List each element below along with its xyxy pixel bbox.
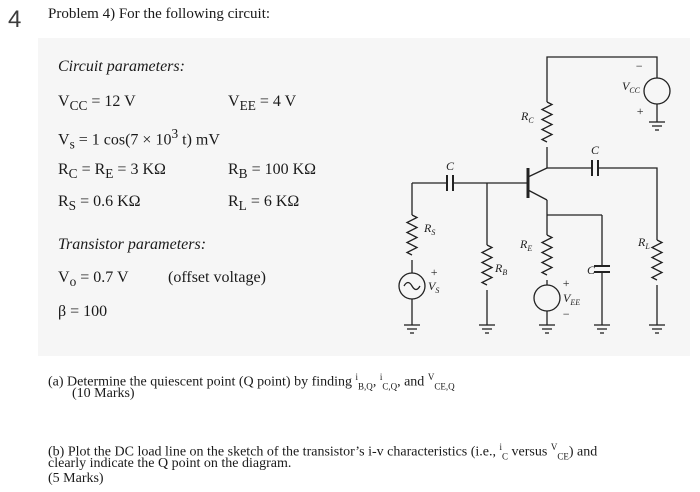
circuit-diagram	[380, 40, 686, 340]
rb-label: $R_B$	[495, 261, 508, 277]
vee-minus: −	[562, 307, 571, 321]
part-b-text-2: clearly indicate the Q point on the diagram.	[48, 456, 292, 471]
circuit-params-heading: Circuit parameters:	[58, 58, 185, 75]
vs-sine-icon	[404, 283, 420, 290]
vcc-label: $V_{CC}$	[622, 79, 641, 95]
rb-param: $R_B = 100$ KΩ	[228, 161, 317, 182]
rc-resistor	[542, 102, 552, 142]
rl-param: $R_L = 6$ KΩ	[228, 193, 300, 214]
vs-label: $V_S$	[428, 279, 440, 295]
vee-label: $V_{EE}$	[563, 291, 581, 307]
vs-plus: +	[430, 265, 439, 279]
vee-source	[534, 285, 560, 311]
rl-resistor	[652, 240, 662, 280]
ce-label: C	[587, 263, 596, 277]
vo-param: $V_o = 0.7$ V	[58, 269, 129, 290]
vcc-param: $V_{CC} = 12$ V	[58, 93, 136, 114]
transistor-params-heading: Transistor parameters:	[58, 236, 207, 253]
bjt-emitter	[528, 190, 547, 200]
rs-label: $R_S$	[424, 221, 436, 237]
vs-param: $V_s = 1$ $\cos(7 \times 10^3$ t) mV	[58, 126, 220, 152]
rs-param: $R_S = 0.6$ KΩ	[58, 193, 141, 214]
part-a-marks: (10 Marks)	[72, 386, 135, 401]
vo-note: (offset voltage)	[168, 269, 266, 286]
vcc-minus: −	[635, 59, 644, 73]
rb-resistor	[482, 245, 492, 285]
vee-param: $V_{EE} = 4$ V	[228, 93, 297, 114]
cin-label: C	[446, 159, 455, 173]
re-resistor	[542, 235, 552, 275]
vcc-plus: +	[636, 104, 645, 118]
bjt-collector	[528, 168, 547, 177]
cout-label: C	[591, 143, 600, 157]
vcc-source	[644, 78, 670, 104]
part-b-marks: (5 Marks)	[48, 471, 104, 486]
part-a-text: (a) Determine the quiescent point (Q point) by finding $^i_{B,Q}$, $^i_{C,Q}$, and $^V_{CE,Q}$	[48, 372, 455, 392]
rs-resistor	[407, 215, 417, 255]
re-label: $R_E$	[520, 237, 533, 253]
problem-title: Problem 4) For the following circuit:	[48, 6, 271, 22]
rc-label: $R_C$	[521, 109, 534, 125]
beta-param: β = 100	[58, 303, 108, 320]
question-number: 4	[8, 6, 22, 33]
rl-label: $R_L$	[638, 235, 650, 251]
rc-re-param: $R_C = R_E = 3$ KΩ	[58, 161, 166, 182]
part-b-text: (b) Plot the DC load line on the sketch of the transistor’s i-v characteristics (i.e., $^i_C$ versus $^V_{CE}$) and	[48, 442, 598, 462]
vee-plus: +	[562, 276, 571, 290]
